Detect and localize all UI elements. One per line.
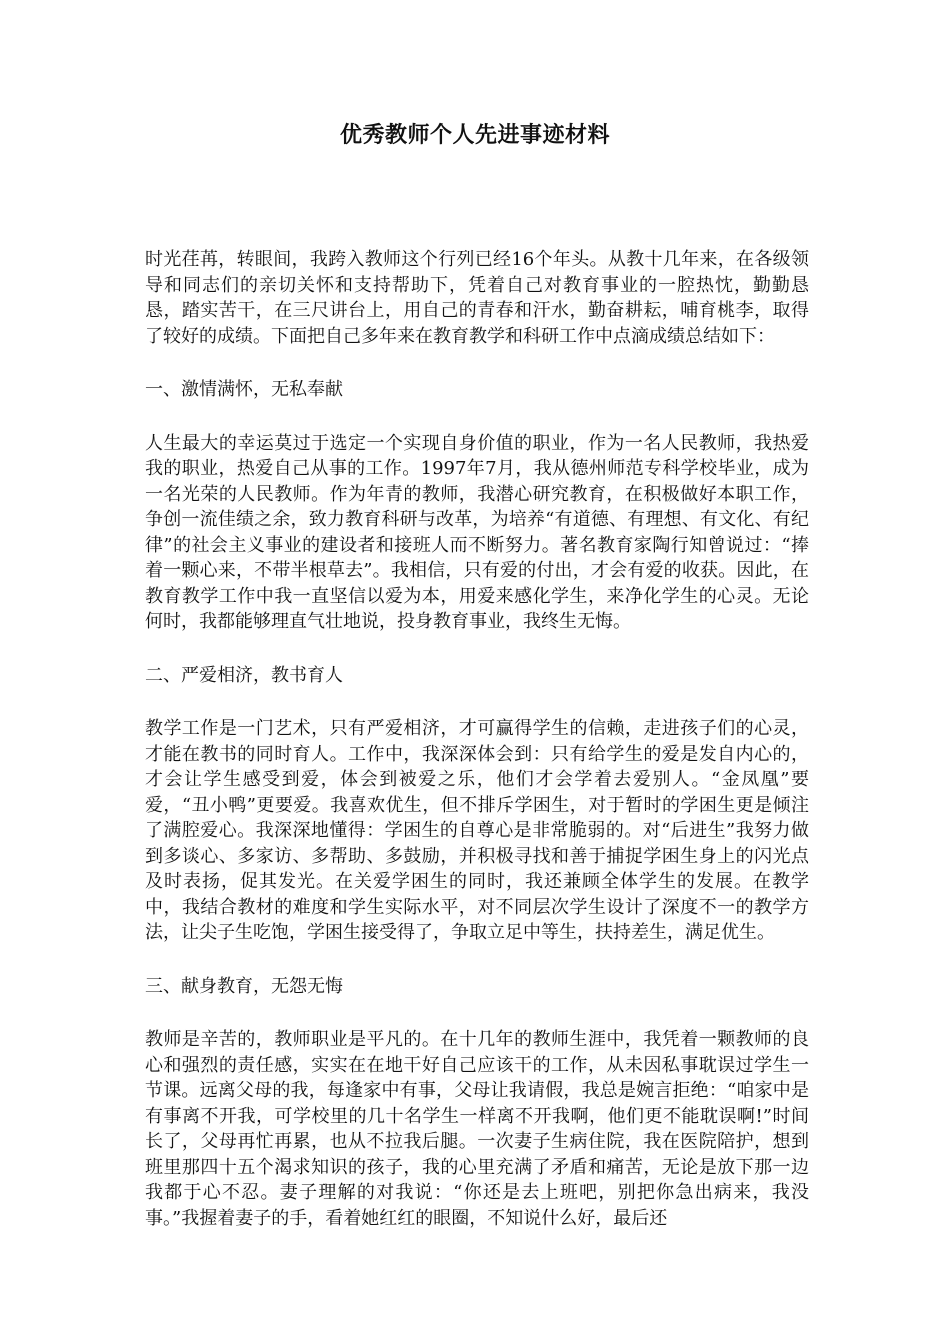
document-body [145, 247, 809, 1259]
section-heading-3: 三、献身教育，无怨无悔 [145, 975, 343, 997]
section-heading-1: 一、激情满怀，无私奉献 [145, 379, 343, 400]
section-1-paragraph: 人生最大的幸运莫过于选定一个实现自身价值的职业，作为一名人民教师，我热爱我的职业，热爱自己从事的工作。1997年7月，我从德州师范专科学校毕业，成为一名光荣的人民教师。作为年青的教师，我潜心研究教育，在积极做好本职工作，争创一流佳绩之余，致力教育科研与改革，为培养“有道德、有理想、有文化、有纪律”的社会主义事业的建设者和接班人而不断努力。著名教育家陶行知曾说过：“捧着一颗心来，不带半根草去”。我相信，只有爱的付出，才会有爱的收获。因此，在教育教学工作中我一直坚信以爱为本，用爱来感化学生，来净化学生的心灵。无论何时，我都能够理直气壮地说，投身教育事业，我终生无悔。 [145, 432, 809, 632]
section-2-paragraph: 教学工作是一门艺术，只有严爱相济，才可赢得学生的信赖，走进孩子们的心灵，才能在教书的同时育人。工作中，我深深体会到：只有给学生的爱是发自内心的，才会让学生感受到爱，体会到被爱之乐，他们才会学着去爱别人。“金凤凰”要爱，“丑小鸭”更要爱。我喜欢优生，但不排斥学困生，对于暂时的学困生更是倾注了满腔爱心。我深深地懂得：学困生的自尊心是非常脆弱的。对“后进生”我努力做到多谈心、多家访、多帮助、多鼓励，并积极寻找和善于捕捉学困生身上的闪光点及时表扬，促其发光。在关爱学困生的同时，我还兼顾全体学生的发展。在教学中，我结合教材的难度和学生实际水平，对不同层次学生设计了深度不一的教学方法，让尖子生吃饱，学困生接受得了，争取立足中等生，扶持差生，满足优生。 [145, 718, 809, 943]
document-title: 优秀教师个人先进事迹材料 [339, 123, 610, 148]
section-3-paragraph: 教师是辛苦的，教师职业是平凡的。在十几年的教师生涯中，我凭着一颗教师的良心和强烈的责任感，实实在在地干好自己应该干的工作，从未因私事耽误过学生一节课。远离父母的我，每逢家中有事，父母让我请假，我总是婉言拒绝：“咱家中是有事离不开我，可学校里的几十名学生一样离不开我啊，他们更不能耽误啊!”时间长了，父母再忙再累，也从不拉我后腿。一次妻子生病住院，我在医院陪护，想到班里那四十五个渴求知识的孩子，我的心里充满了矛盾和痛苦，无论是放下那一边我都于心不忍。妻子理解的对我说：“你还是去上班吧，别把你急出病来，我没事。”我握着妻子的手，看着她红红的眼圈，不知说什么好，最后还 [145, 1029, 809, 1229]
intro-paragraph: 时光荏苒，转眼间，我跨入教师这个行列已经16个年头。从教十几年来，在各级领导和同志们的亲切关怀和支持帮助下，凭着自己对教育事业的一腔热忱，勤勤恳恳，踏实苦干，在三尺讲台上，用自己的青春和汗水，勤奋耕耘，哺育桃李，取得了较好的成绩。下面把自己多年来在教育教学和科研工作中点滴成绩总结如下： [145, 249, 809, 347]
section-heading-2: 二、严爱相济，教书育人 [145, 664, 343, 686]
